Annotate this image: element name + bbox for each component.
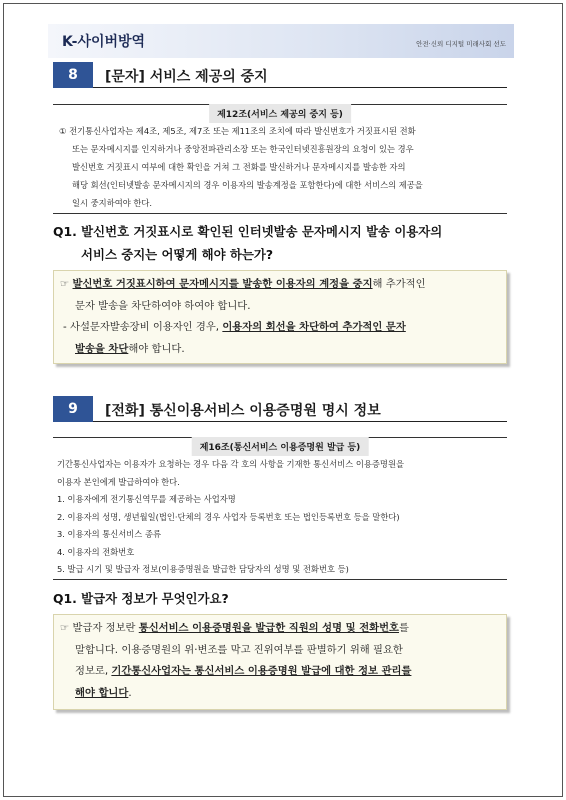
law-body [57,122,503,212]
logo: K-사이버방역 [62,34,146,50]
answer-emphasis: 발송을 차단 [75,342,129,355]
law-line: 5. 발급 시기 및 발급자 정보(이용증명원을 발급한 담당자의 성명 및 전화번호 등) [57,564,349,574]
question-heading [53,220,513,266]
law-line: 발신번호 거짓표시 여부에 대한 확인을 거쳐 그 전화를 발신하거나 문자메시지를 발송한 자의 [72,162,406,172]
answer-text: 정보로, [75,665,112,677]
section-8-heading [53,62,507,88]
header-slogan: 안전·신뢰 디지털 미래사회 선도 [416,40,506,48]
law-line: 1. 이용자에게 전기통신역무를 제공하는 사업자명 [57,494,236,504]
section-number: 9 [53,396,93,422]
law-excerpt-box [53,437,507,580]
law-excerpt-box [53,104,507,214]
pointing-hand-icon: ☞ [60,278,70,290]
answer-text: 사설문자발송장비 이용자인 경우, [70,321,223,333]
pointing-hand-icon: ☞ [60,622,70,634]
answer-text: 를 [398,622,409,634]
law-line: 기간통신사업자는 이용자가 요청하는 경우 다음 각 호의 사항을 기재한 통신서비스 이용증명원을 [57,459,404,469]
answer-line [60,683,502,705]
answer-line [60,618,502,640]
answer-emphasis: 발신번호 거짓표시하여 문자메시지를 발송한 이용자의 계정을 중지 [72,278,373,290]
answer-text: 해 추가적인 [372,278,426,290]
answer-emphasis: 이용자의 회선을 차단하여 추가적인 문자 [222,321,406,333]
answer-box [53,614,507,710]
page-header [48,24,514,58]
section-title: [문자] 서비스 제공의 중지 [105,69,268,85]
answer-text: 발급자 정보란 [72,622,139,634]
answer-emphasis: 해야 합니다 [75,686,129,699]
answer-text: 해야 합니다. [128,342,185,355]
question-heading: Q1. 발급자 정보가 무엇인가요? [53,591,229,606]
dash-bullet: - [63,321,67,333]
law-line: 2. 이용자의 성명, 생년월일(법인·단체의 경우 사업자 등록번호 또는 법인등록번호 등을 말한다) [57,511,400,522]
answer-emphasis: 통신서비스 이용증명원을 발급한 직원의 성명 및 전화번호 [138,622,399,634]
answer-body [60,618,502,704]
law-line: 3. 이용자의 통신서비스 종류 [57,529,161,539]
answer-line: 문자 발송을 차단하여야 하여야 합니다. [75,299,251,312]
answer-body [60,274,502,360]
answer-emphasis: 기간통신사업자는 통신서비스 이용증명원 발급에 대한 정보 관리를 [111,665,412,677]
question-line: 서비스 중지는 어떻게 해야 하는가? [81,247,274,262]
law-line: 해당 회선(인터넷발송 문자메시지의 경우 이용자의 발송계정을 포함한다)에 대한 서비스의 제공을 [72,180,423,190]
law-body [57,456,503,579]
law-title: 제12조(서비스 제공의 중지 등) [209,104,351,123]
section-9-heading [53,396,507,422]
question-line: Q1. 발신번호 거짓표시로 확인된 인터넷발송 문자메시지 발송 이용자의 [53,224,443,239]
section-number: 8 [53,62,93,88]
answer-line [60,339,502,361]
section-title: [전화] 통신이용서비스 이용증명원 명시 정보 [105,403,381,419]
answer-line [60,317,502,339]
answer-line [60,274,502,296]
law-title: 제16조(통신서비스 이용증명원 발급 등) [192,437,369,456]
law-line: 이용자 본인에게 발급하여야 한다. [57,476,180,487]
law-line: 또는 문자메시지를 인지하거나 중앙전파관리소장 또는 한국인터넷진흥원장의 요청이 있는 경우 [72,144,414,154]
law-line: ① 전기통신사업자는 제4조, 제5조, 제7조 또는 제11조의 조치에 따라 발신번호가 거짓표시된 전화 [59,126,416,136]
answer-line: 말합니다. 이용증명원의 위·변조를 막고 진위여부를 판별하기 위해 필요한 [75,643,403,656]
law-line: 4. 이용자의 전화번호 [57,546,135,557]
law-line: 일시 중지하여야 한다. [72,198,153,208]
answer-line [60,661,502,683]
answer-text: . [128,686,132,699]
answer-box [53,270,507,364]
